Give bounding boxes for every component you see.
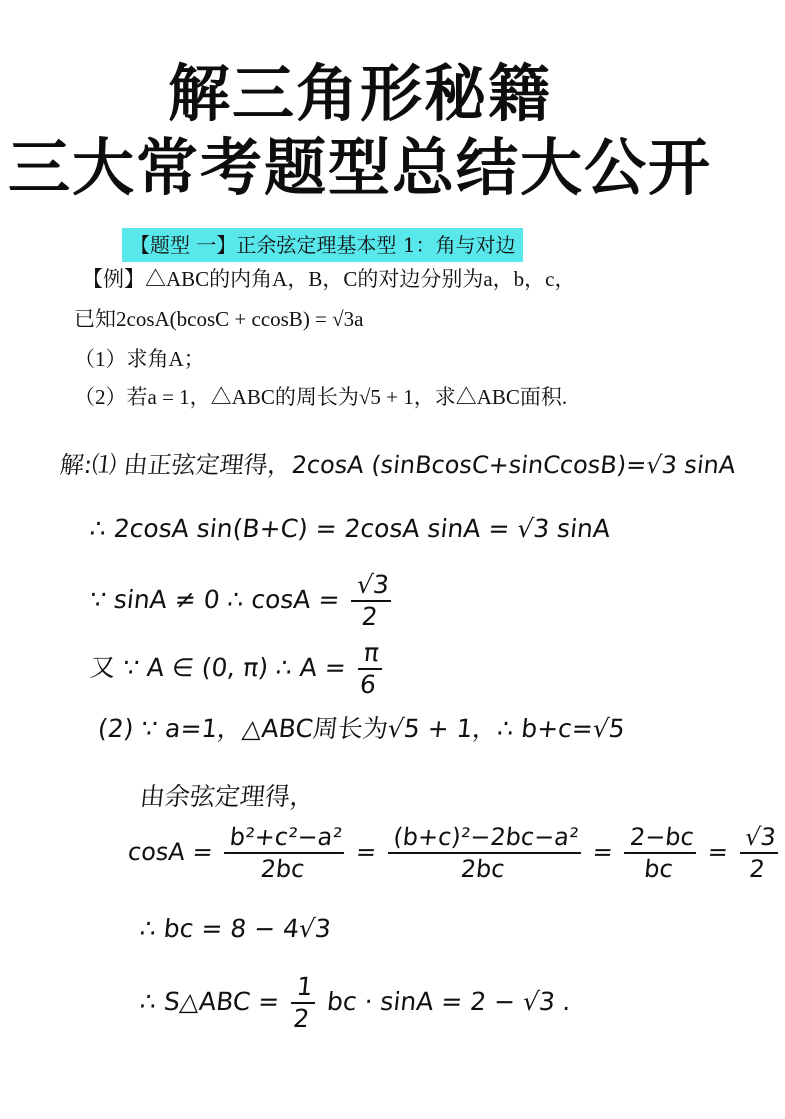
fraction-numerator: b²+c²−a² — [224, 822, 348, 854]
fraction-numerator: √3 — [351, 570, 394, 602]
title-line-1: 解三角形秘籍 — [167, 57, 552, 130]
solution-step-8: ∴ bc = 8 − 4√3 — [138, 914, 333, 943]
fraction-denominator: 6 — [358, 670, 378, 699]
solution-step-6: 由余弦定理得， — [138, 782, 317, 811]
fraction-numerator: 2−bc — [624, 822, 699, 854]
fraction-cosA-value — [348, 570, 394, 632]
solution-step-1: 解:⑴ 由正弦定理得，2cosA (sinBcosC+sinCcosB)=√3 sinA — [58, 451, 737, 479]
fraction-numerator: 1 — [291, 972, 318, 1004]
section-heading: 【题型 一】正余弦定理基本型 1：角与对边 — [122, 228, 523, 262]
fraction-numerator: (b+c)²−2bc−a² — [388, 822, 585, 854]
fraction-numerator: π — [358, 638, 385, 670]
solution-step-3-text: ∵ sinA ≠ 0 ∴ cosA = — [88, 585, 342, 614]
problem-line-3: （1）求角A； — [74, 347, 205, 371]
problem-line-2: 已知2cosA(bcosC + ccosB) = √3a — [74, 307, 364, 331]
fraction-denominator: 2bc — [259, 855, 306, 883]
fraction-denominator: 2 — [360, 602, 380, 631]
title-line-2: 三大常考题型总结大公开 — [7, 131, 712, 204]
equals-sign: = — [591, 838, 615, 866]
equals-sign: = — [354, 838, 378, 866]
fraction-one-half — [288, 972, 318, 1034]
fraction-cosine-law — [221, 822, 348, 884]
solution-step-9-tail: bc · sinA = 2 − √3 . — [325, 987, 573, 1016]
solution-step-9-text: ∴ S△ABC = — [138, 987, 281, 1016]
solution-step-9 — [137, 972, 574, 1034]
solution-step-2: ∴ 2cosA sin(B+C) = 2cosA sinA = √3 sinA — [88, 514, 612, 543]
solution-step-7 — [125, 822, 785, 884]
problem-line-1: 【例】△ABC的内角A，B，C的对边分别为a，b，c， — [82, 267, 576, 291]
fraction-angle-value — [354, 638, 384, 700]
fraction-result — [736, 822, 781, 884]
solution-step-3 — [87, 570, 399, 632]
problem-line-4: （2）若a = 1，△ABC的周长为√5 + 1，求△ABC面积. — [74, 385, 568, 409]
fraction-denominator: 2 — [291, 1004, 311, 1033]
fraction-simplified — [621, 822, 699, 884]
solution-step-4-text: 又 ∵ A ∈ (0, π) ∴ A = — [88, 653, 348, 682]
fraction-denominator: 2bc — [459, 855, 507, 883]
solution-step-4 — [87, 638, 389, 700]
fraction-denominator: 2 — [748, 855, 767, 883]
fraction-denominator: bc — [642, 855, 675, 883]
solution-step-7-text: cosA = — [126, 838, 215, 866]
solution-step-5: (2) ∵ a=1，△ABC周长为√5 + 1，∴ b+c=√5 — [96, 714, 627, 743]
fraction-numerator: √3 — [739, 822, 781, 854]
equals-sign: = — [706, 838, 730, 866]
fraction-substituted — [385, 822, 585, 884]
